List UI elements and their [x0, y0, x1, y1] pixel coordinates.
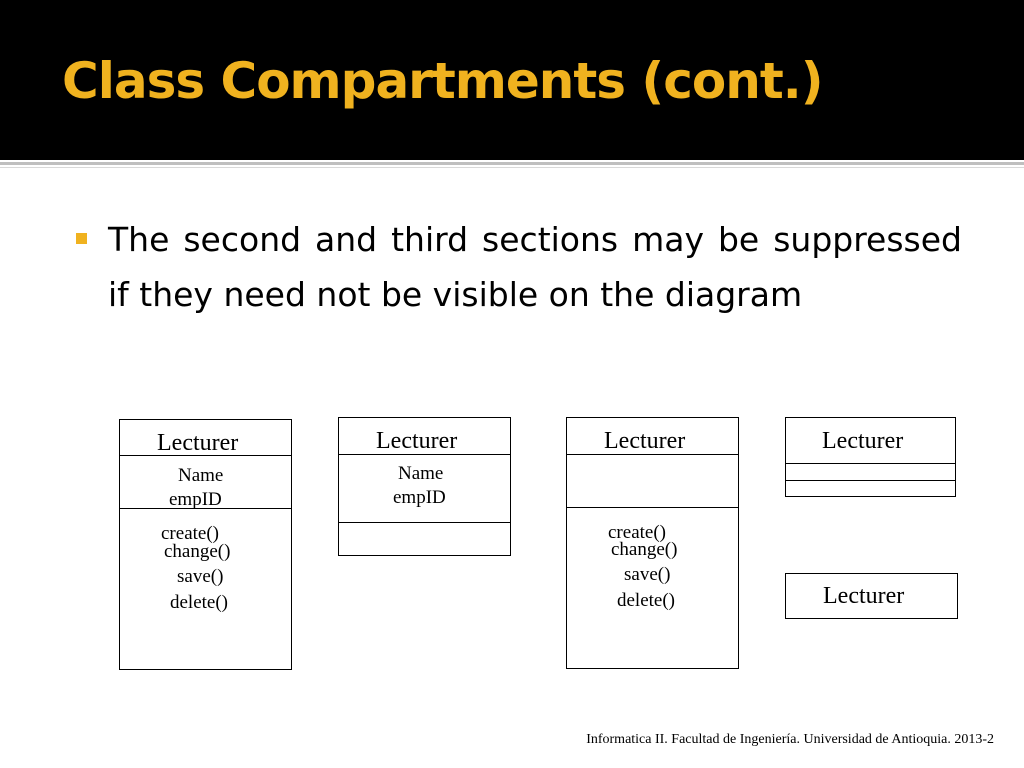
- operation: save(): [624, 564, 671, 585]
- class-name: Lecturer: [376, 428, 458, 454]
- compartment-divider: [786, 480, 955, 481]
- operation: save(): [177, 566, 224, 587]
- uml-class-name-only: [785, 573, 958, 619]
- operation: change(): [611, 539, 678, 560]
- attribute: Name: [178, 465, 224, 486]
- uml-class-attributes-only: [338, 417, 511, 556]
- operation: delete(): [617, 590, 676, 611]
- slide-title: Class Compartments (cont.): [62, 52, 823, 110]
- uml-class-operations-only: [566, 417, 739, 669]
- compartment-divider: [786, 463, 955, 464]
- slide-header: [0, 0, 1024, 160]
- bullet-square-icon: [76, 233, 87, 244]
- class-name: Lecturer: [157, 430, 239, 456]
- compartment-divider: [339, 522, 510, 523]
- operation: create(): [608, 522, 666, 543]
- class-name: Lecturer: [822, 428, 904, 454]
- operation: change(): [164, 541, 231, 562]
- class-name: Lecturer: [823, 583, 905, 609]
- class-name: Lecturer: [604, 428, 686, 454]
- uml-class-empty-compartments: [785, 417, 956, 497]
- bullet-text: The second and third sections may be suppressed if they need not be visible on the diagram: [108, 220, 962, 314]
- header-divider: [0, 162, 1024, 165]
- operation: delete(): [170, 592, 229, 613]
- attribute: empID: [393, 487, 446, 508]
- operation: create(): [161, 523, 219, 544]
- attribute: empID: [169, 489, 222, 510]
- header-divider-thin: [0, 167, 1024, 168]
- attribute: Name: [398, 463, 444, 484]
- uml-class-full: [119, 419, 292, 670]
- compartment-divider: [567, 507, 738, 508]
- slide-footer: Informatica II. Facultad de Ingeniería. Universidad de Antioquia. 2013-2: [586, 732, 994, 747]
